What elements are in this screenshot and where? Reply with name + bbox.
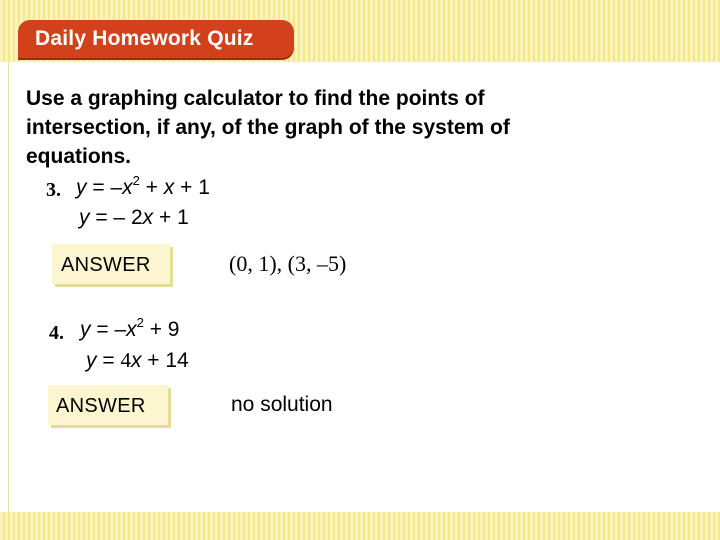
left-margin-line [8,62,9,512]
problem-3-answer-label: ANSWER [52,244,170,284]
problem-3-equation-2: y = – 2x + 1 [79,206,189,229]
page-title: Daily Homework Quiz [35,27,254,50]
problem-3-number: 3. [46,179,61,201]
problem-3-equation-1: $y = -x^2 + x + 1$ [76,173,210,199]
problem-4-number: 4. [49,322,64,344]
problem-4-answer: no solution [231,393,333,416]
question-prompt: Use a graphing calculator to find the points of intersection, if any, of the graph of the system of equations. [26,87,510,168]
problem-3-answer: (0, 1), (3, –5) [229,251,347,276]
problem-4-answer-label: ANSWER [48,385,168,425]
footer-band [0,512,720,540]
title-badge [18,20,294,58]
problem-4-equation-2: y = 4x + 14 [86,348,189,372]
problem-4-equation-1: $y = -x^2 + 9$ [80,315,180,341]
